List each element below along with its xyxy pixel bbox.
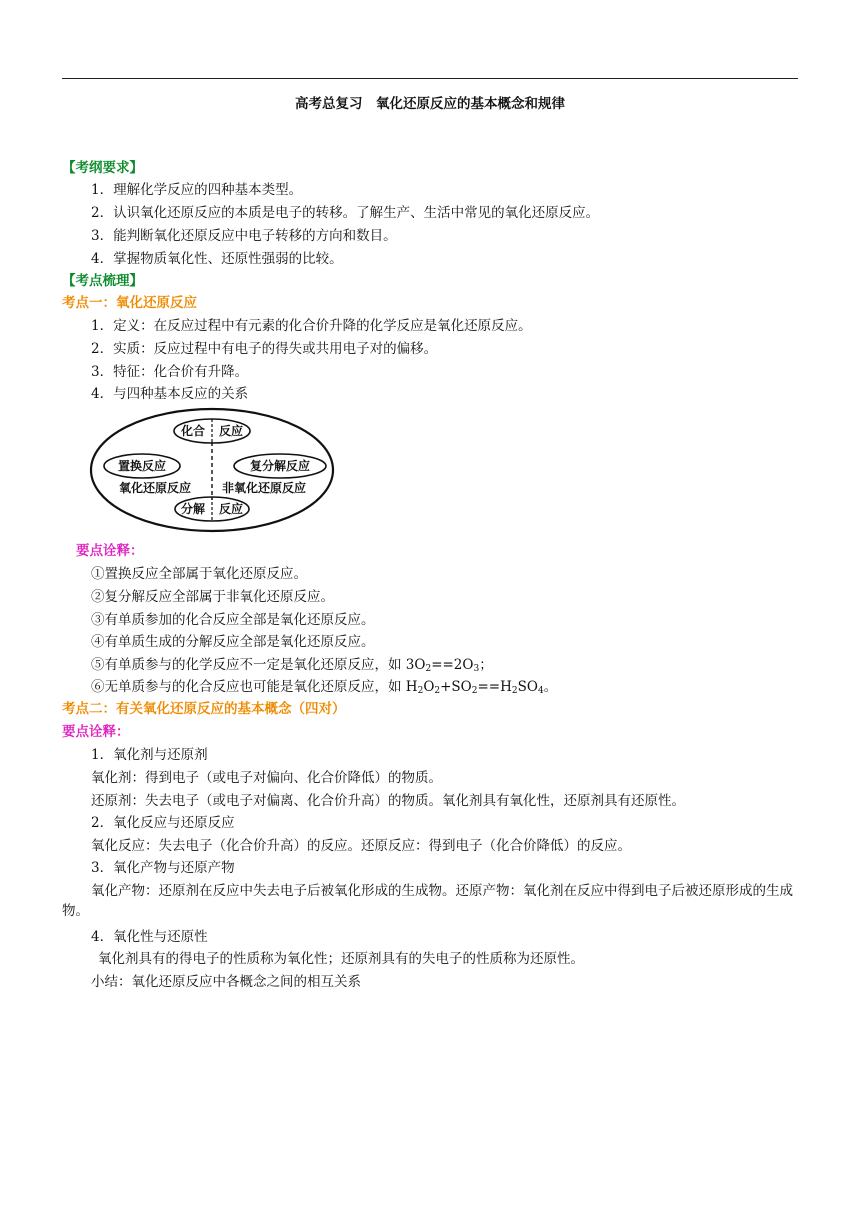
point1-notes-heading: 要点诠释： — [76, 543, 144, 559]
point1-item-4: 4．与四种基本反应的关系 — [91, 386, 249, 402]
point1-item-3: 3．特征：化合价有升降。 — [91, 364, 249, 380]
diagram-decomposition-left: 分解 — [180, 502, 206, 516]
point2-line-4: 2．氧化反应与还原反应 — [91, 815, 235, 831]
diagram-displacement: 置换反应 — [117, 459, 167, 473]
requirement-item-1: 1．理解化学反应的四种基本类型。 — [91, 182, 303, 198]
requirement-item-3: 3．能判断氧化还原反应中电子转移的方向和数目。 — [91, 228, 397, 244]
point2-line-9: 氧化剂具有的得电子的性质称为氧化性；还原剂具有的失电子的性质称为还原性。 — [98, 951, 584, 967]
diagram-combination-left: 化合 — [180, 424, 206, 438]
point1-heading: 考点一：氧化还原反应 — [62, 295, 197, 311]
diagram-non-redox: 非氧化还原反应 — [221, 481, 307, 495]
point2-line-1: 1．氧化剂与还原剂 — [91, 747, 208, 763]
point1-note-1: ①置换反应全部属于氧化还原反应。 — [91, 566, 307, 582]
reaction-relationship-diagram — [88, 404, 336, 534]
point2-line-8: 4．氧化性与还原性 — [91, 929, 208, 945]
page-title: 高考总复习 氧化还原反应的基本概念和规律 — [295, 96, 565, 112]
point1-note-4: ④有单质生成的分解反应全部是氧化还原反应。 — [91, 634, 375, 650]
point2-notes-heading: 要点诠释： — [62, 724, 130, 740]
point1-note-6: ⑥无单质参与的化合反应也可能是氧化还原反应，如 $H_2O_2+SO_2==H_2SO_4$。 — [91, 679, 558, 696]
header-rule — [62, 78, 798, 79]
point2-line-6: 3．氧化产物与还原产物 — [91, 860, 235, 876]
point2-line-7: 氧化产物：还原剂在反应中失去电子后被氧化形成的生成物。还原产物：氧化剂在反应中得到电子后被还原形成的生成物。 — [62, 883, 793, 919]
point2-line-2: 氧化剂：得到电子（或电子对偏向、化合价降低）的物质。 — [91, 770, 442, 786]
points-heading: 【考点梳理】 — [62, 273, 143, 289]
point1-item-1: 1．定义：在反应过程中有元素的化合价升降的化学反应是氧化还原反应。 — [91, 318, 532, 334]
requirements-heading: 【考纲要求】 — [62, 160, 143, 176]
diagram-redox: 氧化还原反应 — [118, 481, 192, 495]
diagram-double-decomposition: 复分解反应 — [249, 459, 311, 473]
point1-note-5: ⑤有单质参与的化学反应不一定是氧化还原反应，如 $3O_2==2O_3$； — [91, 657, 493, 674]
point1-note-3: ③有单质参加的化合反应全部是氧化还原反应。 — [91, 612, 375, 628]
diagram-combination-right: 反应 — [218, 424, 244, 438]
point2-heading: 考点二：有关氧化还原反应的基本概念（四对） — [62, 701, 346, 717]
point1-note-2: ②复分解反应全部属于非氧化还原反应。 — [91, 589, 334, 605]
point2-summary: 小结：氧化还原反应中各概念之间的相互关系 — [91, 974, 361, 990]
requirement-item-4: 4．掌握物质氧化性、还原性强弱的比较。 — [91, 251, 343, 267]
point2-line-3: 还原剂：失去电子（或电子对偏离、化合价升高）的物质。氧化剂具有氧化性，还原剂具有还原性。 — [91, 793, 685, 809]
point1-item-2: 2．实质：反应过程中有电子的得失或共用电子对的偏移。 — [91, 341, 438, 357]
diagram-decomposition-right: 反应 — [218, 502, 244, 516]
point2-line-5: 氧化反应：失去电子（化合价升高）的反应。还原反应：得到电子（化合价降低）的反应。 — [91, 838, 631, 854]
requirement-item-2: 2．认识氧化还原反应的本质是电子的转移。了解生产、生活中常见的氧化还原反应。 — [91, 205, 600, 221]
